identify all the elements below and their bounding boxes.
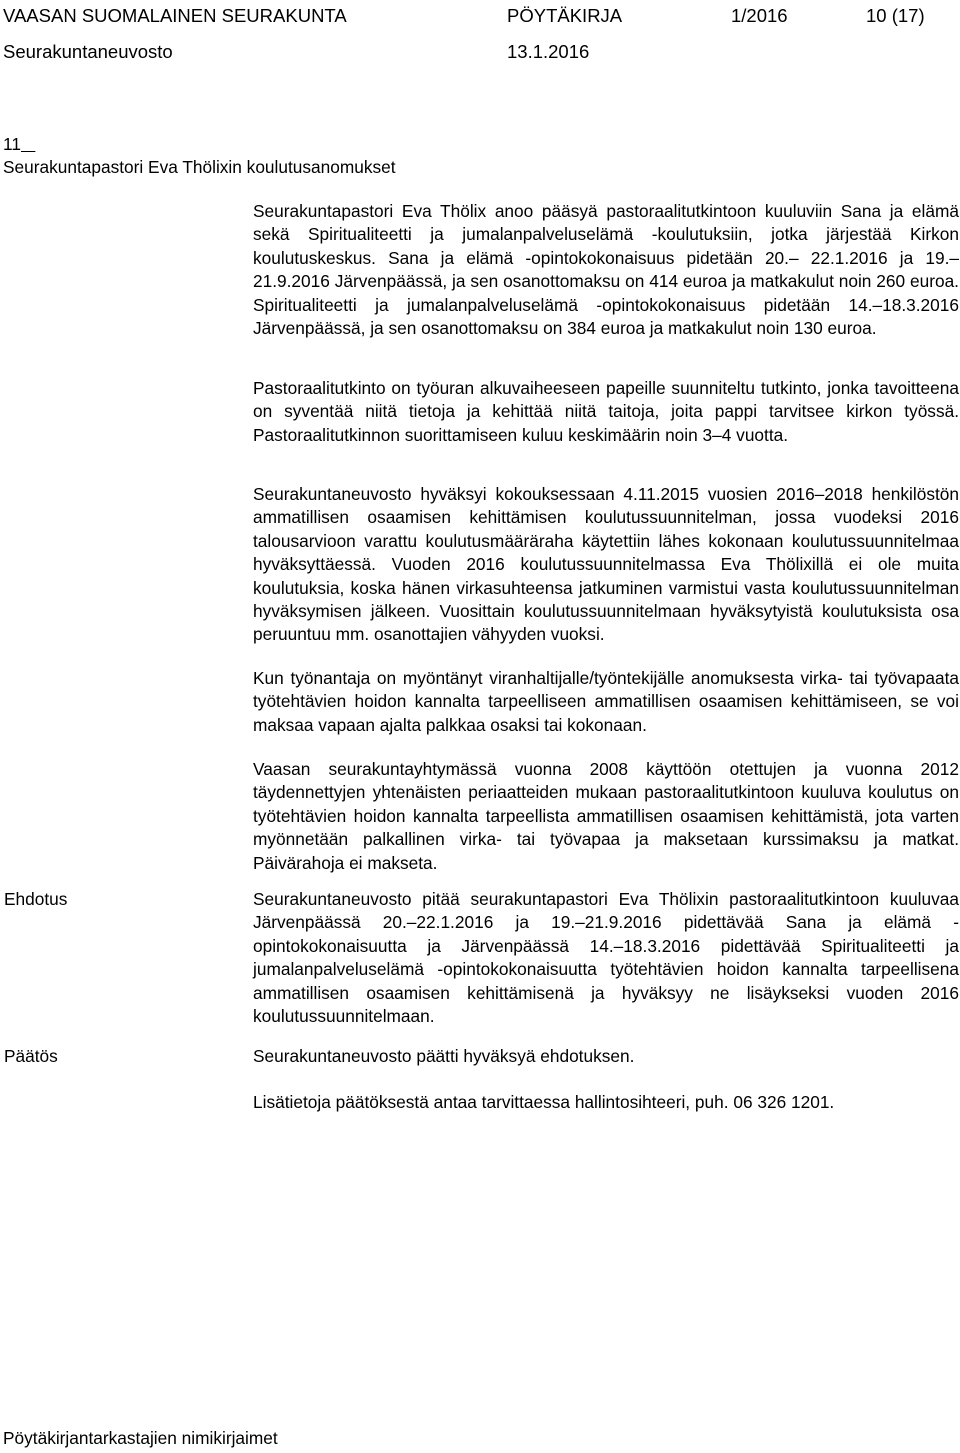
decision-label: Päätös (4, 1046, 58, 1066)
meeting-body: Seurakuntaneuvosto (3, 41, 173, 62)
section-number: 11 (3, 134, 21, 154)
document-type: PÖYTÄKIRJA (507, 5, 623, 26)
paragraph-pastoral-degree: Pastoraalitutkinto on työuran alkuvaiheeseen papeille suunniteltu tutkinto, jonka tavoitteena on syventää niitä tietoja ja kehittää niitä taitoja, joita pappi tarvitsee kirkon työssä. Pastoraalitutkinnon suorittamiseen kuluu keskimäärin noin 3–4 vuotta. (253, 378, 959, 445)
paragraph-employer-leave: Kun työnantaja on myöntänyt viranhaltijalle/työntekijälle anomuksesta virka- tai työvapaata työtehtävien hoidon kannalta tarpeelliseen ammatillisen osaamisen kehittämiseen, se voi maksaa vapaan ajalta palkkaa osaksi tai kokonaan. (253, 668, 959, 735)
paragraph-training-plan: Seurakuntaneuvosto hyväksyi kokouksessaan 4.11.2015 vuosien 2016–2018 henkilöstön ammatillisen osaamisen kehittämisen koulutussuunnitelman, jossa vuodeksi 2016 talousarvioon varattu koulutusmääräraha käytettiin lähes kokonaan koulutussuunnitelmaa hyväksyttäessä. Vuoden 2016 koulutussuunnitelmassa Eva Thölixillä ei ole muita koulutuksia, koska hänen virkasuhteensa jatkuminen varmistui vasta koulutussuunnitelman hyväksymisen jälkeen. Vuosittain koulutussuunnitelmaan hyväksytyistä koulutuksista osa peruuntuu mm. osanottajien vähyyden vuoksi. (253, 484, 959, 645)
paragraph-application: Seurakuntapastori Eva Thölix anoo pääsyä pastoraalitutkintoon kuuluviin Sana ja elämä sekä Spiritualiteetti ja jumalanpalveluselämä -koulutuksiin, jotka järjestää Kirkon koulutuskeskus. Sana ja elämä -opintokokonaisuus pidetään 20.– 22.1.2016 ja 19.–21.9.2016 Järvenpäässä, ja sen osanottomaksu on 414 euroa ja matkakulut noin 260 euroa. Spiritualiteetti ja jumalanpalveluselämä -opintokokonaisuus pidetään 14.–18.3.2016 Järvenpäässä, ja sen osanottomaksu on 384 euroa ja matkakulut noin 130 euroa. (253, 201, 959, 339)
further-info: Lisätietoja päätöksestä antaa tarvittaessa hallintosihteeri, puh. 06 326 1201. (253, 1092, 835, 1112)
section-number-line (3, 132, 35, 156)
proposal-label: Ehdotus (4, 889, 68, 909)
paragraph-principles: Vaasan seurakuntayhtymässä vuonna 2008 käyttöön otettujen ja vuonna 2012 täydennettyjen yhtenäisten periaatteiden mukaan pastoraalitutkintoon kuuluva koulutus on työtehtävien hoidon kannalta tarpeellista ammatillisen osaamisen kehittämistä, jota varten myönnetään palkallinen virka- tai työvapaa ja maksetaan kurssimaksu ja matkat. Päivärahoja ei makseta. (253, 759, 959, 873)
page-number: 10 (17) (866, 5, 925, 26)
section-number-underline (21, 134, 35, 154)
proposal-text: Seurakuntaneuvosto pitää seurakuntapastori Eva Thölixin pastoraalitutkintoon kuuluvaa Järvenpäässä 20.–22.1.2016 ja 19.–21.9.2016 pidettävää Sana ja elämä -opintokokonaisuutta ja Järvenpäässä 14.–18.3.2016 pidettävää Spiritualiteetti ja jumalanpalveluselämä -opintokokonaisuutta työtehtävien hoidon kannalta tarpeellisena ammatillisen osaamisen kehittämisenä ja hyväksyy ne lisäykseksi vuoden 2016 koulutussuunnitelmaan. (253, 889, 959, 1027)
document-number: 1/2016 (731, 5, 788, 26)
section-title: Seurakuntapastori Eva Thölixin koulutusanomukset (3, 157, 396, 177)
signatures-label: Pöytäkirjantarkastajien nimikirjaimet (3, 1428, 278, 1448)
decision-text: Seurakuntaneuvosto päätti hyväksyä ehdotuksen. (253, 1046, 635, 1066)
meeting-date: 13.1.2016 (507, 41, 590, 62)
organization-name: VAASAN SUOMALAINEN SEURAKUNTA (3, 5, 347, 26)
